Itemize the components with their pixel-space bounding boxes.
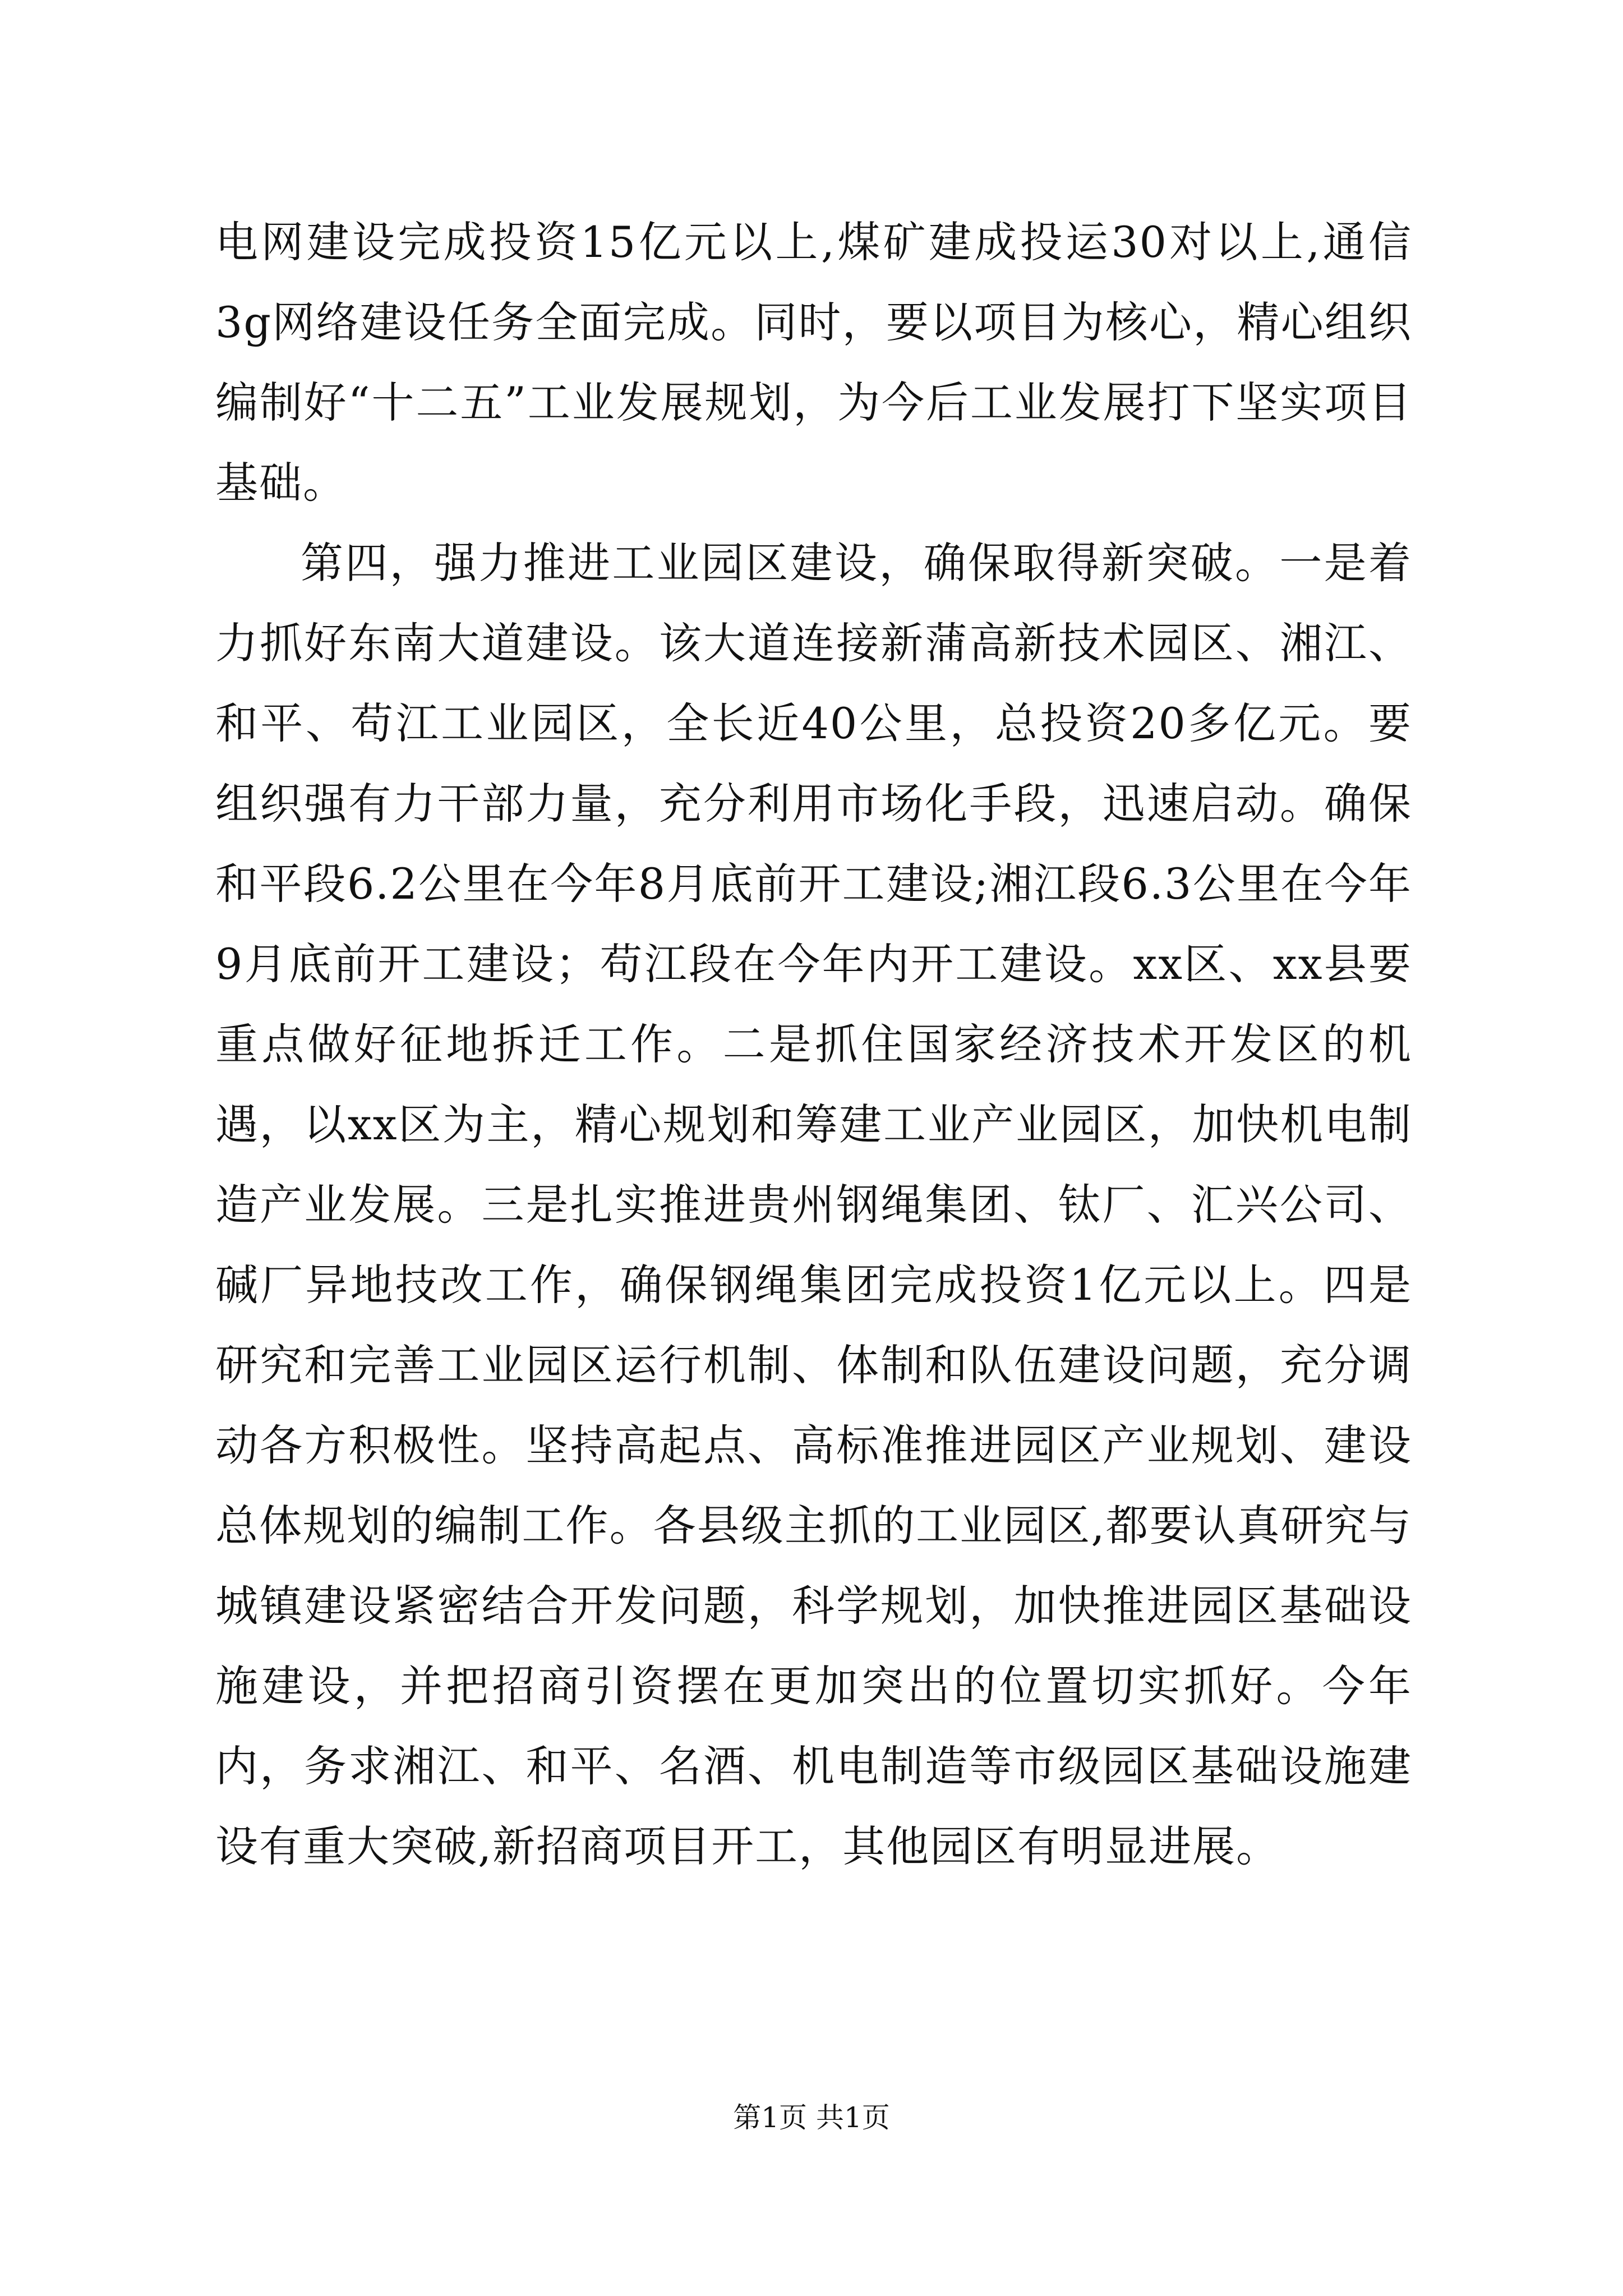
page-footer: 第1页 共1页 [733, 2101, 890, 2134]
document-body [215, 202, 1412, 1887]
paragraph-continuation: 电网建设完成投资15亿元以上,煤矿建成投运30对以上,通信3g网络建设任务全面完成。同时，要以项目为核心，精心组织编制好“十二五”工业发展规划，为今后工业发展打下坚实项目基础。 [215, 217, 1412, 508]
paragraph-industrial-park: 第四，强力推进工业园区建设，确保取得新突破。一是着力抓好东南大道建设。该大道连接新蒲高新技术园区、湘江、和平、苟江工业园区，全长近40公里，总投资20多亿元。要组织强有力干部力量，充分利用市场化手段，迅速启动。确保和平段6.2公里在今年8月底前开工建设;湘江段6.3公里在今年9月底前开工建设；苟江段在今年内开工建设。xx区、xx县要重点做好征地拆迁工作。二是抓住国家经济技术开发区的机遇，以xx区为主，精心规划和筹建工业产业园区，加快机电制造产业发展。三是扎实推进贵州钢绳集团、钛厂、汇兴公司、碱厂异地技改工作，确保钢绳集团完成投资1亿元以上。四是研究和完善工业园区运行机制、体制和队伍建设问题，充分调动各方积极性。坚持高起点、高标准推进园区产业规划、建设总体规划的编制工作。各县级主抓的工业园区,都要认真研究与城镇建设紧密结合开发问题，科学规划，加快推进园区基础设施建设，并把招商引资摆在更加突出的位置切实抓好。今年内，务求湘江、和平、名酒、机电制造等市级园区基础设施建设有重大突破,新招商项目开工，其他园区有明显进展。 [215, 538, 1412, 1871]
